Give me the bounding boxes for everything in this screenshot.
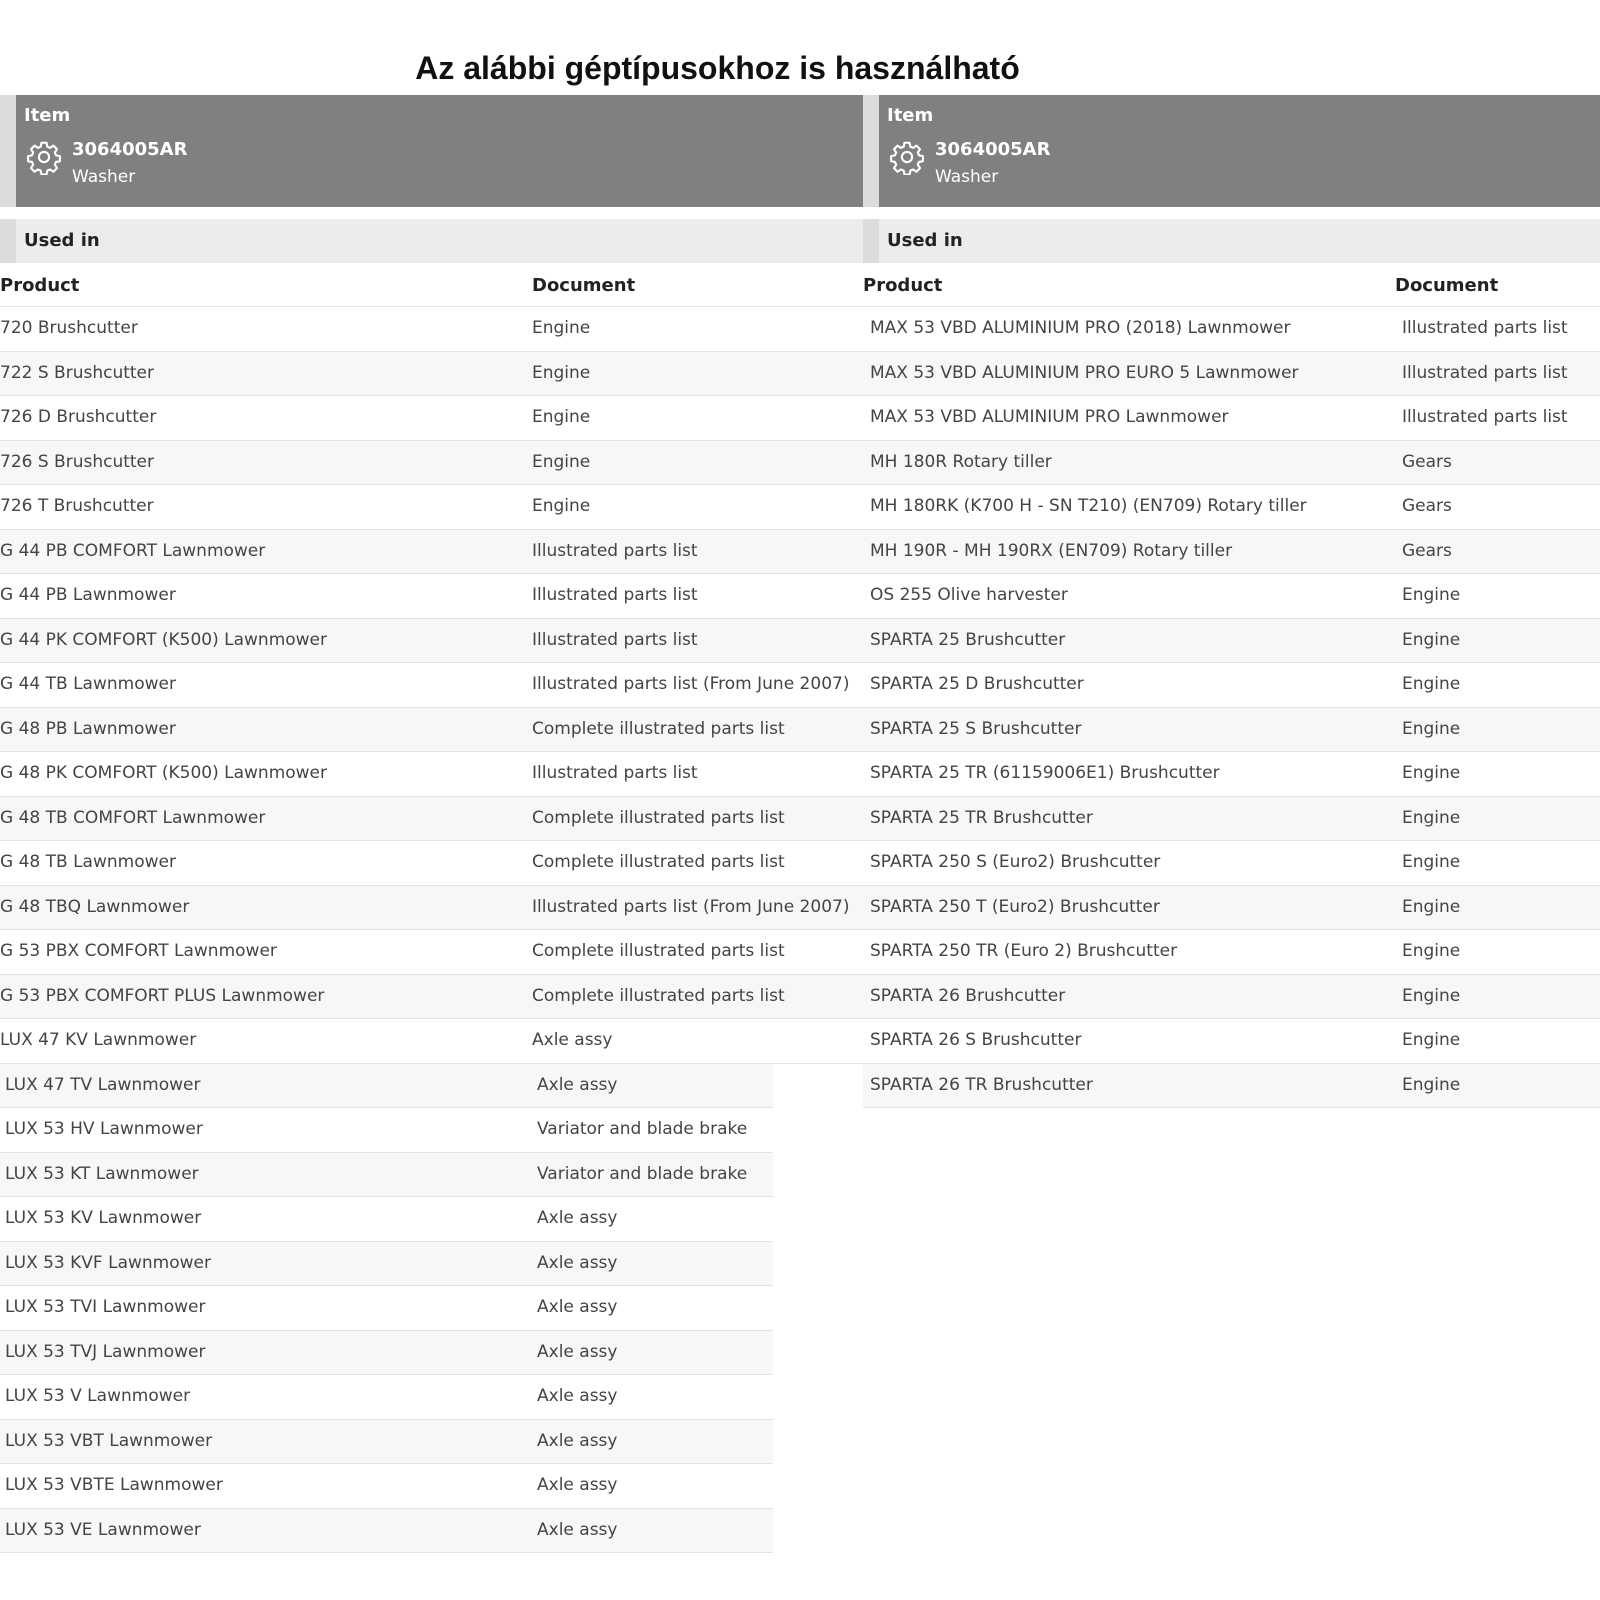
document-cell[interactable]: Axle assy [537, 1519, 618, 1540]
product-cell[interactable]: LUX 53 VE Lawnmower [5, 1519, 201, 1540]
table-row[interactable] [0, 1064, 773, 1109]
item-label: Item [887, 105, 934, 126]
product-cell[interactable]: SPARTA 250 T (Euro2) Brushcutter [870, 896, 1160, 917]
product-cell[interactable]: G 44 PB COMFORT Lawnmower [0, 540, 266, 561]
document-cell[interactable]: Gears [1402, 496, 1452, 516]
table-row[interactable] [0, 841, 863, 886]
product-cell[interactable]: SPARTA 25 TR (61159006E1) Brushcutter [870, 763, 1220, 783]
table-row[interactable] [863, 1019, 1600, 1064]
table-row[interactable] [863, 307, 1600, 352]
product-cell[interactable]: G 48 TB COMFORT Lawnmower [0, 807, 266, 828]
item-code: 3064005AR [935, 139, 1051, 160]
product-cell[interactable]: LUX 53 KV Lawnmower [5, 1208, 202, 1228]
product-cell[interactable]: LUX 53 VBT Lawnmower [5, 1430, 213, 1451]
product-cell[interactable]: G 44 PK COMFORT (K500) Lawnmower [0, 629, 328, 650]
product-cell[interactable]: MAX 53 VBD ALUMINIUM PRO Lawnmower [870, 407, 1229, 427]
table-row[interactable] [863, 441, 1600, 486]
document-cell[interactable]: Illustrated parts list [1402, 362, 1568, 383]
document-cell[interactable]: Axle assy [537, 1430, 618, 1451]
table-row[interactable] [0, 752, 863, 797]
product-cell[interactable]: SPARTA 26 S Brushcutter [870, 1030, 1082, 1050]
document-column-header: Document [532, 275, 636, 296]
document-cell[interactable]: Variator and blade brake [537, 1119, 748, 1139]
product-cell[interactable]: SPARTA 26 Brushcutter [870, 985, 1066, 1006]
product-cell[interactable]: G 53 PBX COMFORT Lawnmower [0, 941, 277, 961]
product-column-header: Product [0, 275, 80, 296]
table-row[interactable] [0, 797, 863, 842]
item-header [863, 95, 1600, 207]
product-cell[interactable]: LUX 53 KT Lawnmower [5, 1163, 199, 1184]
document-cell[interactable]: Engine [1402, 941, 1461, 961]
item-header [0, 95, 863, 207]
item-description: Washer [935, 167, 999, 187]
table-row[interactable] [0, 886, 863, 931]
table-row[interactable] [863, 619, 1600, 664]
document-cell[interactable]: Engine [1402, 674, 1461, 694]
document-cell[interactable]: Engine [1402, 852, 1461, 872]
table-row[interactable] [0, 1242, 773, 1287]
item-label: Item [24, 105, 71, 126]
table-row[interactable] [863, 663, 1600, 708]
table-header [0, 263, 863, 307]
document-cell[interactable]: Engine [532, 362, 591, 383]
product-cell[interactable]: SPARTA 250 TR (Euro 2) Brushcutter [870, 941, 1178, 961]
document-cell[interactable]: Engine [1402, 1074, 1461, 1095]
table-row[interactable] [863, 886, 1600, 931]
table-row[interactable] [863, 530, 1600, 575]
table-row[interactable] [863, 485, 1600, 530]
product-cell[interactable]: SPARTA 25 D Brushcutter [870, 674, 1084, 694]
table-row[interactable] [0, 441, 863, 486]
used-in-header [863, 219, 1600, 263]
table-row[interactable] [0, 1019, 863, 1064]
document-cell[interactable]: Illustrated parts list (From June 2007) [532, 674, 850, 694]
used-in-table-left [0, 307, 863, 1553]
product-cell[interactable]: LUX 53 V Lawnmower [5, 1386, 191, 1406]
document-cell[interactable]: Engine [1402, 807, 1461, 828]
product-cell[interactable]: LUX 53 VBTE Lawnmower [5, 1475, 223, 1495]
document-cell[interactable]: Illustrated parts list [532, 540, 698, 561]
product-cell[interactable]: SPARTA 250 S (Euro2) Brushcutter [870, 852, 1161, 872]
document-cell[interactable]: Engine [532, 407, 591, 427]
gear-icon [26, 139, 62, 175]
table-row[interactable] [0, 619, 863, 664]
product-cell[interactable]: MAX 53 VBD ALUMINIUM PRO EURO 5 Lawnmower [870, 362, 1299, 383]
document-cell[interactable]: Engine [1402, 718, 1461, 739]
table-row[interactable] [0, 530, 863, 575]
product-cell[interactable]: G 53 PBX COMFORT PLUS Lawnmower [0, 985, 325, 1006]
product-cell[interactable]: 720 Brushcutter [0, 318, 138, 338]
table-row[interactable] [0, 396, 863, 441]
document-cell[interactable]: Illustrated parts list (From June 2007) [532, 896, 850, 917]
document-cell[interactable]: Engine [1402, 896, 1461, 917]
document-cell[interactable]: Illustrated parts list [1402, 318, 1568, 338]
document-cell[interactable]: Gears [1402, 451, 1452, 472]
used-in-panel-right [863, 95, 1600, 1108]
table-row[interactable] [0, 485, 863, 530]
product-cell[interactable]: OS 255 Olive harvester [870, 585, 1068, 605]
table-row[interactable] [0, 1108, 773, 1153]
document-cell[interactable]: Axle assy [537, 1074, 618, 1095]
table-row[interactable] [863, 975, 1600, 1020]
product-cell[interactable]: LUX 47 KV Lawnmower [0, 1030, 197, 1050]
document-cell[interactable]: Engine [1402, 585, 1461, 605]
table-row[interactable] [0, 1464, 773, 1509]
product-cell[interactable]: G 48 TB Lawnmower [0, 852, 176, 872]
table-row[interactable] [0, 930, 863, 975]
table-row[interactable] [0, 663, 863, 708]
table-row[interactable] [863, 352, 1600, 397]
document-cell[interactable]: Engine [532, 451, 591, 472]
gear-icon [889, 139, 925, 175]
table-row[interactable] [0, 708, 863, 753]
document-cell[interactable]: Illustrated parts list [532, 763, 698, 783]
document-cell[interactable]: Axle assy [537, 1208, 618, 1228]
document-cell[interactable]: Axle assy [537, 1341, 618, 1362]
product-cell[interactable]: G 48 TBQ Lawnmower [0, 896, 190, 917]
table-row[interactable] [0, 352, 863, 397]
document-cell[interactable]: Engine [1402, 985, 1461, 1006]
document-cell[interactable]: Complete illustrated parts list [532, 985, 785, 1006]
document-cell[interactable]: Engine [532, 318, 591, 338]
document-cell[interactable]: Axle assy [532, 1030, 613, 1050]
document-cell[interactable]: Engine [1402, 629, 1461, 650]
table-row[interactable] [863, 396, 1600, 441]
product-cell[interactable]: SPARTA 25 S Brushcutter [870, 718, 1082, 739]
table-row[interactable] [863, 1064, 1600, 1109]
used-in-label: Used in [24, 230, 100, 251]
document-cell[interactable]: Complete illustrated parts list [532, 718, 785, 739]
document-cell[interactable]: Axle assy [537, 1386, 618, 1406]
product-cell[interactable]: G 44 TB Lawnmower [0, 674, 176, 694]
table-header [863, 263, 1600, 307]
product-cell[interactable]: MH 180RK (K700 H - SN T210) (EN709) Rotary tiller [870, 496, 1307, 516]
used-in-header [0, 219, 863, 263]
page-title: Az alábbi géptípusokhoz is használható [415, 50, 1020, 86]
product-cell[interactable]: LUX 47 TV Lawnmower [5, 1074, 201, 1095]
table-row[interactable] [0, 307, 863, 352]
table-row[interactable] [863, 797, 1600, 842]
document-cell[interactable]: Illustrated parts list [532, 585, 698, 605]
document-cell[interactable]: Illustrated parts list [532, 629, 698, 650]
table-row[interactable] [0, 1286, 773, 1331]
document-cell[interactable]: Complete illustrated parts list [532, 852, 785, 872]
document-cell[interactable]: Complete illustrated parts list [532, 941, 785, 961]
product-cell[interactable]: SPARTA 25 Brushcutter [870, 629, 1066, 650]
product-cell[interactable]: G 44 PB Lawnmower [0, 585, 176, 605]
table-row[interactable] [0, 1509, 773, 1554]
document-cell[interactable]: Axle assy [537, 1252, 618, 1273]
product-column-header: Product [863, 275, 943, 296]
table-row[interactable] [863, 574, 1600, 619]
product-cell[interactable]: G 48 PB Lawnmower [0, 718, 176, 739]
document-cell[interactable]: Complete illustrated parts list [532, 807, 785, 828]
table-row[interactable] [0, 1153, 773, 1198]
product-cell[interactable]: 722 S Brushcutter [0, 362, 155, 383]
document-cell[interactable]: Engine [532, 496, 591, 516]
used-in-panel-left [0, 95, 863, 1553]
product-cell[interactable]: LUX 53 TVJ Lawnmower [5, 1341, 206, 1362]
product-cell[interactable]: 726 S Brushcutter [0, 451, 155, 472]
document-cell[interactable]: Gears [1402, 540, 1452, 561]
table-row[interactable] [0, 574, 863, 619]
product-cell[interactable]: MAX 53 VBD ALUMINIUM PRO (2018) Lawnmower [870, 318, 1291, 338]
document-cell[interactable]: Illustrated parts list [1402, 407, 1568, 427]
table-row[interactable] [0, 975, 863, 1020]
product-cell[interactable]: SPARTA 26 TR Brushcutter [870, 1074, 1093, 1095]
document-cell[interactable]: Engine [1402, 1030, 1461, 1050]
document-cell[interactable]: Axle assy [537, 1475, 618, 1495]
item-description: Washer [72, 167, 136, 187]
table-row[interactable] [863, 708, 1600, 753]
used-in-table-right [863, 307, 1600, 1108]
product-cell[interactable]: G 48 PK COMFORT (K500) Lawnmower [0, 763, 328, 783]
product-cell[interactable]: 726 D Brushcutter [0, 407, 157, 427]
product-cell[interactable]: LUX 53 TVI Lawnmower [5, 1297, 206, 1317]
item-code: 3064005AR [72, 139, 188, 160]
table-row[interactable] [0, 1375, 773, 1420]
product-cell[interactable]: MH 190R - MH 190RX (EN709) Rotary tiller [870, 540, 1233, 561]
product-cell[interactable]: LUX 53 HV Lawnmower [5, 1119, 203, 1139]
document-cell[interactable]: Engine [1402, 763, 1461, 783]
table-row[interactable] [0, 1197, 773, 1242]
product-cell[interactable]: MH 180R Rotary tiller [870, 451, 1052, 472]
table-row[interactable] [0, 1331, 773, 1376]
product-cell[interactable]: LUX 53 KVF Lawnmower [5, 1252, 211, 1273]
document-column-header: Document [1395, 275, 1499, 296]
table-row[interactable] [863, 930, 1600, 975]
product-cell[interactable]: 726 T Brushcutter [0, 496, 154, 516]
document-cell[interactable]: Axle assy [537, 1297, 618, 1317]
table-row[interactable] [863, 841, 1600, 886]
table-row[interactable] [0, 1420, 773, 1465]
used-in-label: Used in [887, 230, 963, 251]
table-row[interactable] [863, 752, 1600, 797]
product-cell[interactable]: SPARTA 25 TR Brushcutter [870, 807, 1093, 828]
document-cell[interactable]: Variator and blade brake [537, 1163, 748, 1184]
